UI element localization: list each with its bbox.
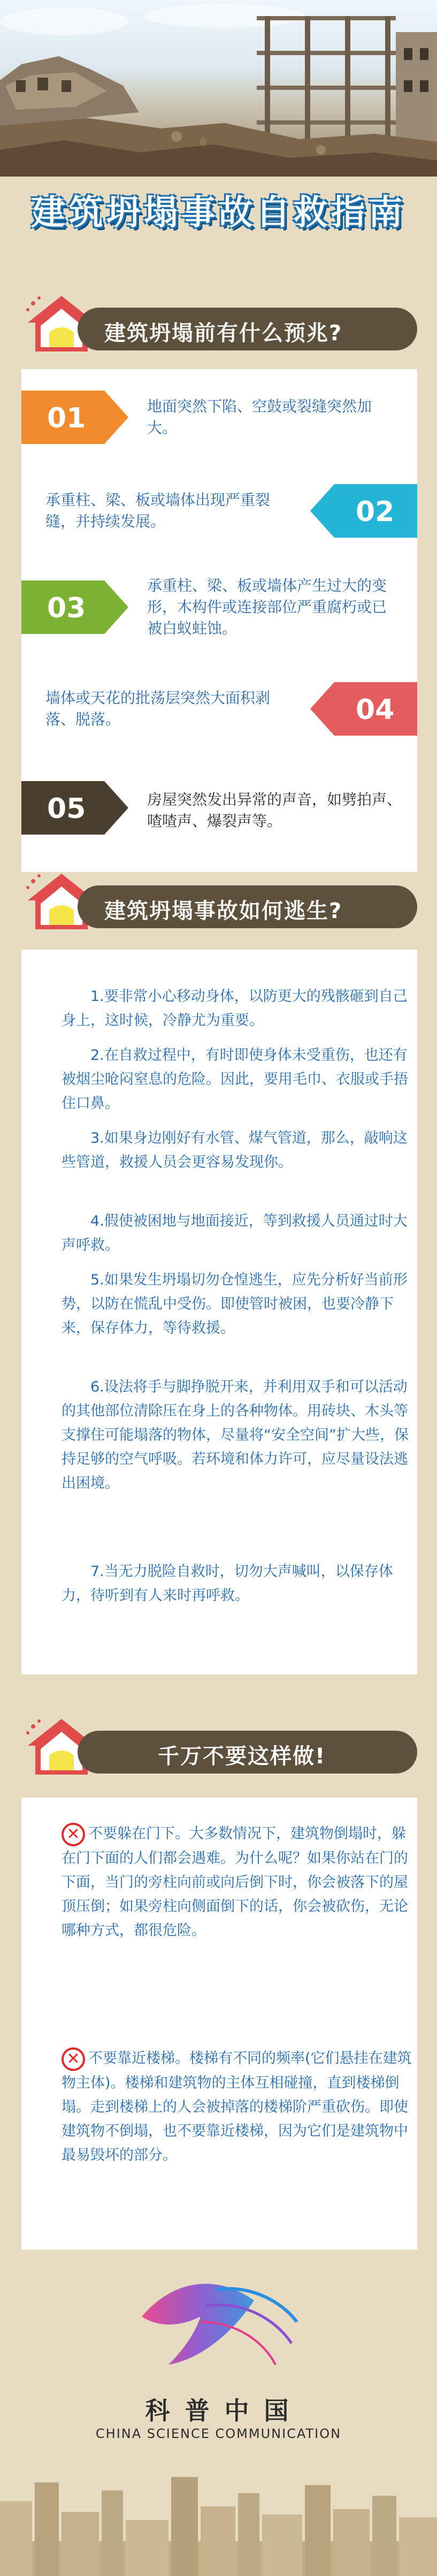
escape-step-7: 7.当无力脱险自救时，切勿大声喊叫，以保存体力，待听到有人来时再呼救。 (62, 1563, 393, 1604)
number-badge-05: 05 (21, 781, 128, 835)
sign-item-text: 承重柱、梁、板或墙体出现严重裂缝，并持续发展。 (45, 491, 271, 530)
dont-item-stairs: ✕ 不要靠近楼梯。楼梯有不同的频率(它们悬挂在建筑物主体)。楼梯和建筑物的主体互相碰撞，直到楼梯倒塌。走到楼梯上的人会被掉落的楼梯阶严重砍伤。即使建筑物不倒塌，也不要靠近楼梯，因为它们是建筑物中最易毁坏的部分。 (62, 2046, 417, 2167)
escape-step-1: 1.要非常小心移动身体，以防更大的残骸砸到自己身上，这时候，冷静尤为重要。 (62, 988, 408, 1029)
section-heading: 建筑坍塌事故如何逃生? (104, 899, 343, 923)
logo-en-text: CHINA SCIENCE COMMUNICATION (95, 2426, 342, 2441)
city-skyline (0, 2461, 437, 2576)
cross-icon: ✕ (62, 1823, 85, 1846)
escape-step-3: 3.如果身边刚好有水管、煤气管道，那么，敲响这些管道，救援人员会更容易发现你。 (62, 1130, 408, 1171)
sign-item-text: 房屋突然发出异常的声音，如劈拍声、喳喳声、爆裂声等。 (147, 791, 402, 830)
hero-image (0, 0, 437, 177)
number-badge-04: 04 (310, 682, 417, 736)
escape-step-6: 6.设法将手与脚挣脱开来，并利用双手和可以活动的其他部位清除压在身上的各种物体。用砖块、木头等支撑住可能塌落的物体，尽量将“安全空间”扩大些，保持足够的空气呼吸。若环境和体力许可，应尽量设法逃出困境。 (62, 1379, 409, 1492)
section-header-escape (21, 869, 417, 934)
escape-panel (21, 950, 417, 1675)
dont-item-doorway: ✕ 不要躲在门下。大多数情况下，建筑物倒塌时，躲在门下面的人们都会遇难。为什么呢？如果你站在门的下面，当门的旁柱向前或向后倒下时，你会被落下的屋顶压倒；如果旁柱向侧面倒下的话，你会被砍伤，无论哪种方式，都很危险。 (62, 1822, 417, 1943)
cross-icon: ✕ (62, 2047, 85, 2071)
sign-item-text: 墙体或天花的批荡层突然大面积剥落、脱落。 (45, 689, 271, 728)
sign-item-text: 地面突然下陷、空鼓或裂缝突然加大。 (147, 398, 372, 437)
section-heading: 建筑坍塌前有什么预兆? (104, 321, 343, 346)
logo-cn-text: 科 普 中 国 (145, 2396, 292, 2425)
signs-panel (21, 369, 417, 872)
section-header-dont (21, 1715, 417, 1779)
page-title: 建筑坍塌事故自救指南 (31, 193, 406, 233)
number-badge-02: 02 (310, 484, 417, 538)
escape-step-2: 2.在自救过程中，有时即使身体未受重伤，也还有被烟尘呛闷窒息的危险。因此，要用毛巾、衣服或手捂住口鼻。 (62, 1047, 408, 1112)
section-header-signs (21, 292, 417, 356)
section-heading: 千万不要这样做! (158, 1744, 326, 1769)
number-badge-01: 01 (21, 391, 127, 444)
sign-item-text: 承重柱、梁、板或墙体产生过大的变形，木构件或连接部位严重腐朽或已被白蚁蛀蚀。 (147, 577, 387, 637)
dont-panel (21, 1798, 417, 2250)
collapsed-building-illustration (0, 0, 437, 177)
number-badge-03: 03 (21, 580, 128, 634)
escape-step-4: 4.假使被困地与地面接近，等到救援人员通过时大声呼救。 (62, 1213, 408, 1253)
escape-step-5: 5.如果发生坍塌切勿仓惶逃生，应先分析好当前形势，以防在慌乱中受伤。即使管时被困，也要冷静下来，保存体力，等待救援。 (62, 1272, 408, 1336)
science-communication-logo (136, 2268, 302, 2386)
